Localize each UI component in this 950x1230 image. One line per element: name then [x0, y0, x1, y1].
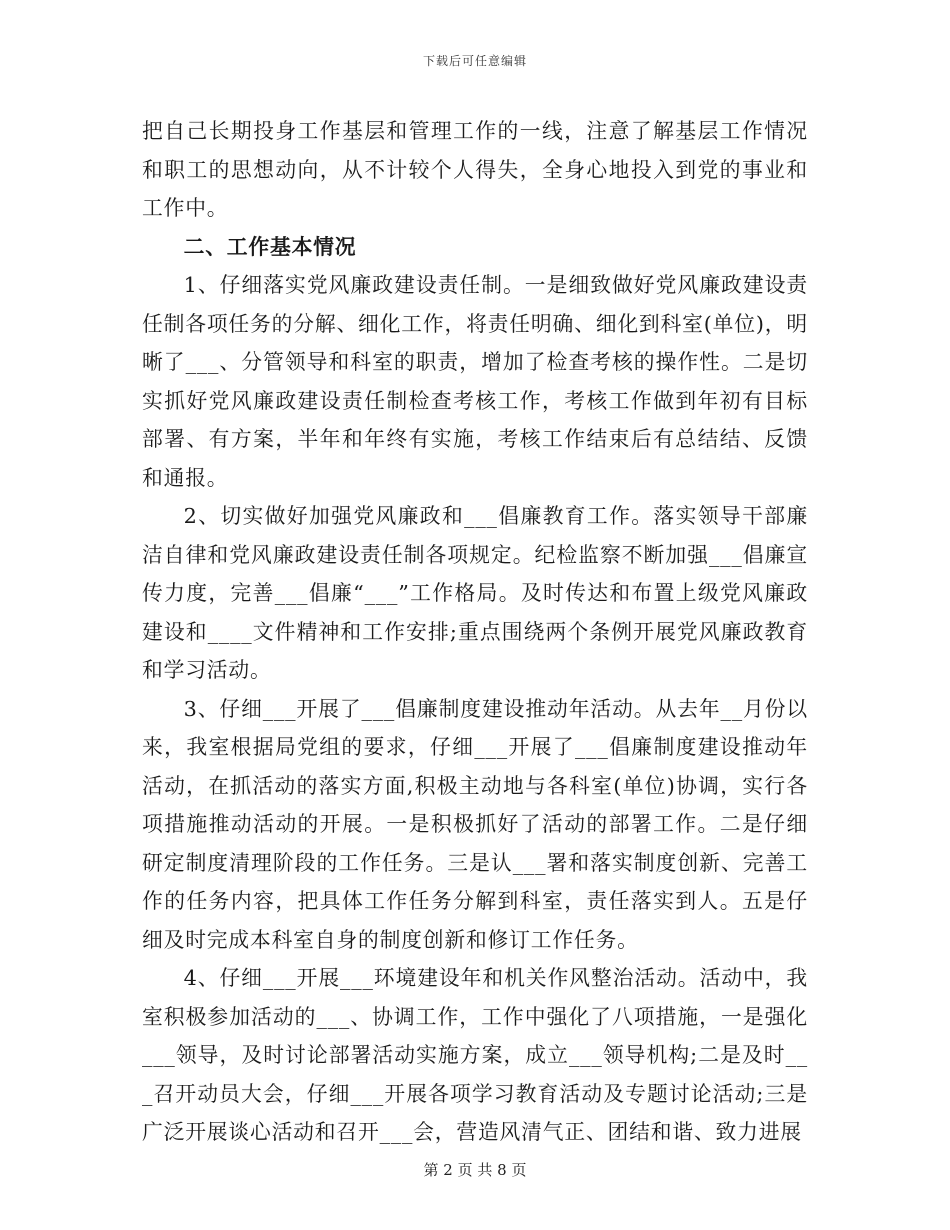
page-number-footer: 第 2 页 共 8 页 — [423, 1161, 527, 1179]
paragraph-item-4: 4、仔细___开展___环境建设年和机关作风整治活动。活动中，我室积极参加活动的___、协调工作，工作中强化了八项措施，一是强化___领导，及时讨论部署活动实施方案，成立___领导机构;二是及时___召开动员大会，仔细___开展各项学习教育活动及专题讨论活动;三是广泛开展谈心活动和召开___会，营造风清气正、团结和谐、致力进展 — [142, 966, 808, 1144]
paragraph-item-3: 3、仔细___开展了___倡廉制度建设推动年活动。从去年__月份以来，我室根据局党组的要求，仔细___开展了___倡廉制度建设推动年活动，在抓活动的落实方面,积极主动地与各科室(单位)协调，实行各项措施推动活动的开展。一是积极抓好了活动的部署工作。二是仔细研定制度清理阶段的工作任务。三是认___署和落实制度创新、完善工作的任务内容，把具体工作任务分解到科室，责任落实到人。五是仔细及时完成本科室自身的制度创新和修订工作任务。 — [142, 696, 808, 952]
document-body — [142, 112, 808, 1152]
paragraph-item-1: 1、仔细落实党风廉政建设责任制。一是细致做好党风廉政建设责任制各项任务的分解、细化工作，将责任明确、细化到科室(单位)，明晰了___、分管领导和科室的职责，增加了检查考核的操作性。二是切实抓好党风廉政建设责任制检查考核工作，考核工作做到年初有目标部署、有方案，半年和年终有实施，考核工作结束后有总结结、反馈和通报。 — [142, 273, 808, 490]
page-header-note: 下载后可任意编辑 — [422, 54, 527, 68]
intro-paragraph: 把自己长期投身工作基层和管理工作的一线，注意了解基层工作情况和职工的思想动向，从不计较个人得失，全身心地投入到党的事业和工作中。 — [142, 119, 808, 220]
section-heading: 二、工作基本情况 — [183, 234, 357, 259]
paragraph-item-2: 2、切实做好加强党风廉政和___倡廉教育工作。落实领导干部廉洁自律和党风廉政建设责任制各项规定。纪检监察不断加强___倡廉宣传力度，完善___倡廉“___”工作格局。及时传达和布置上级党风廉政建设和____文件精神和工作安排;重点围绕两个条例开展党风廉政教育和学习活动。 — [142, 504, 808, 682]
